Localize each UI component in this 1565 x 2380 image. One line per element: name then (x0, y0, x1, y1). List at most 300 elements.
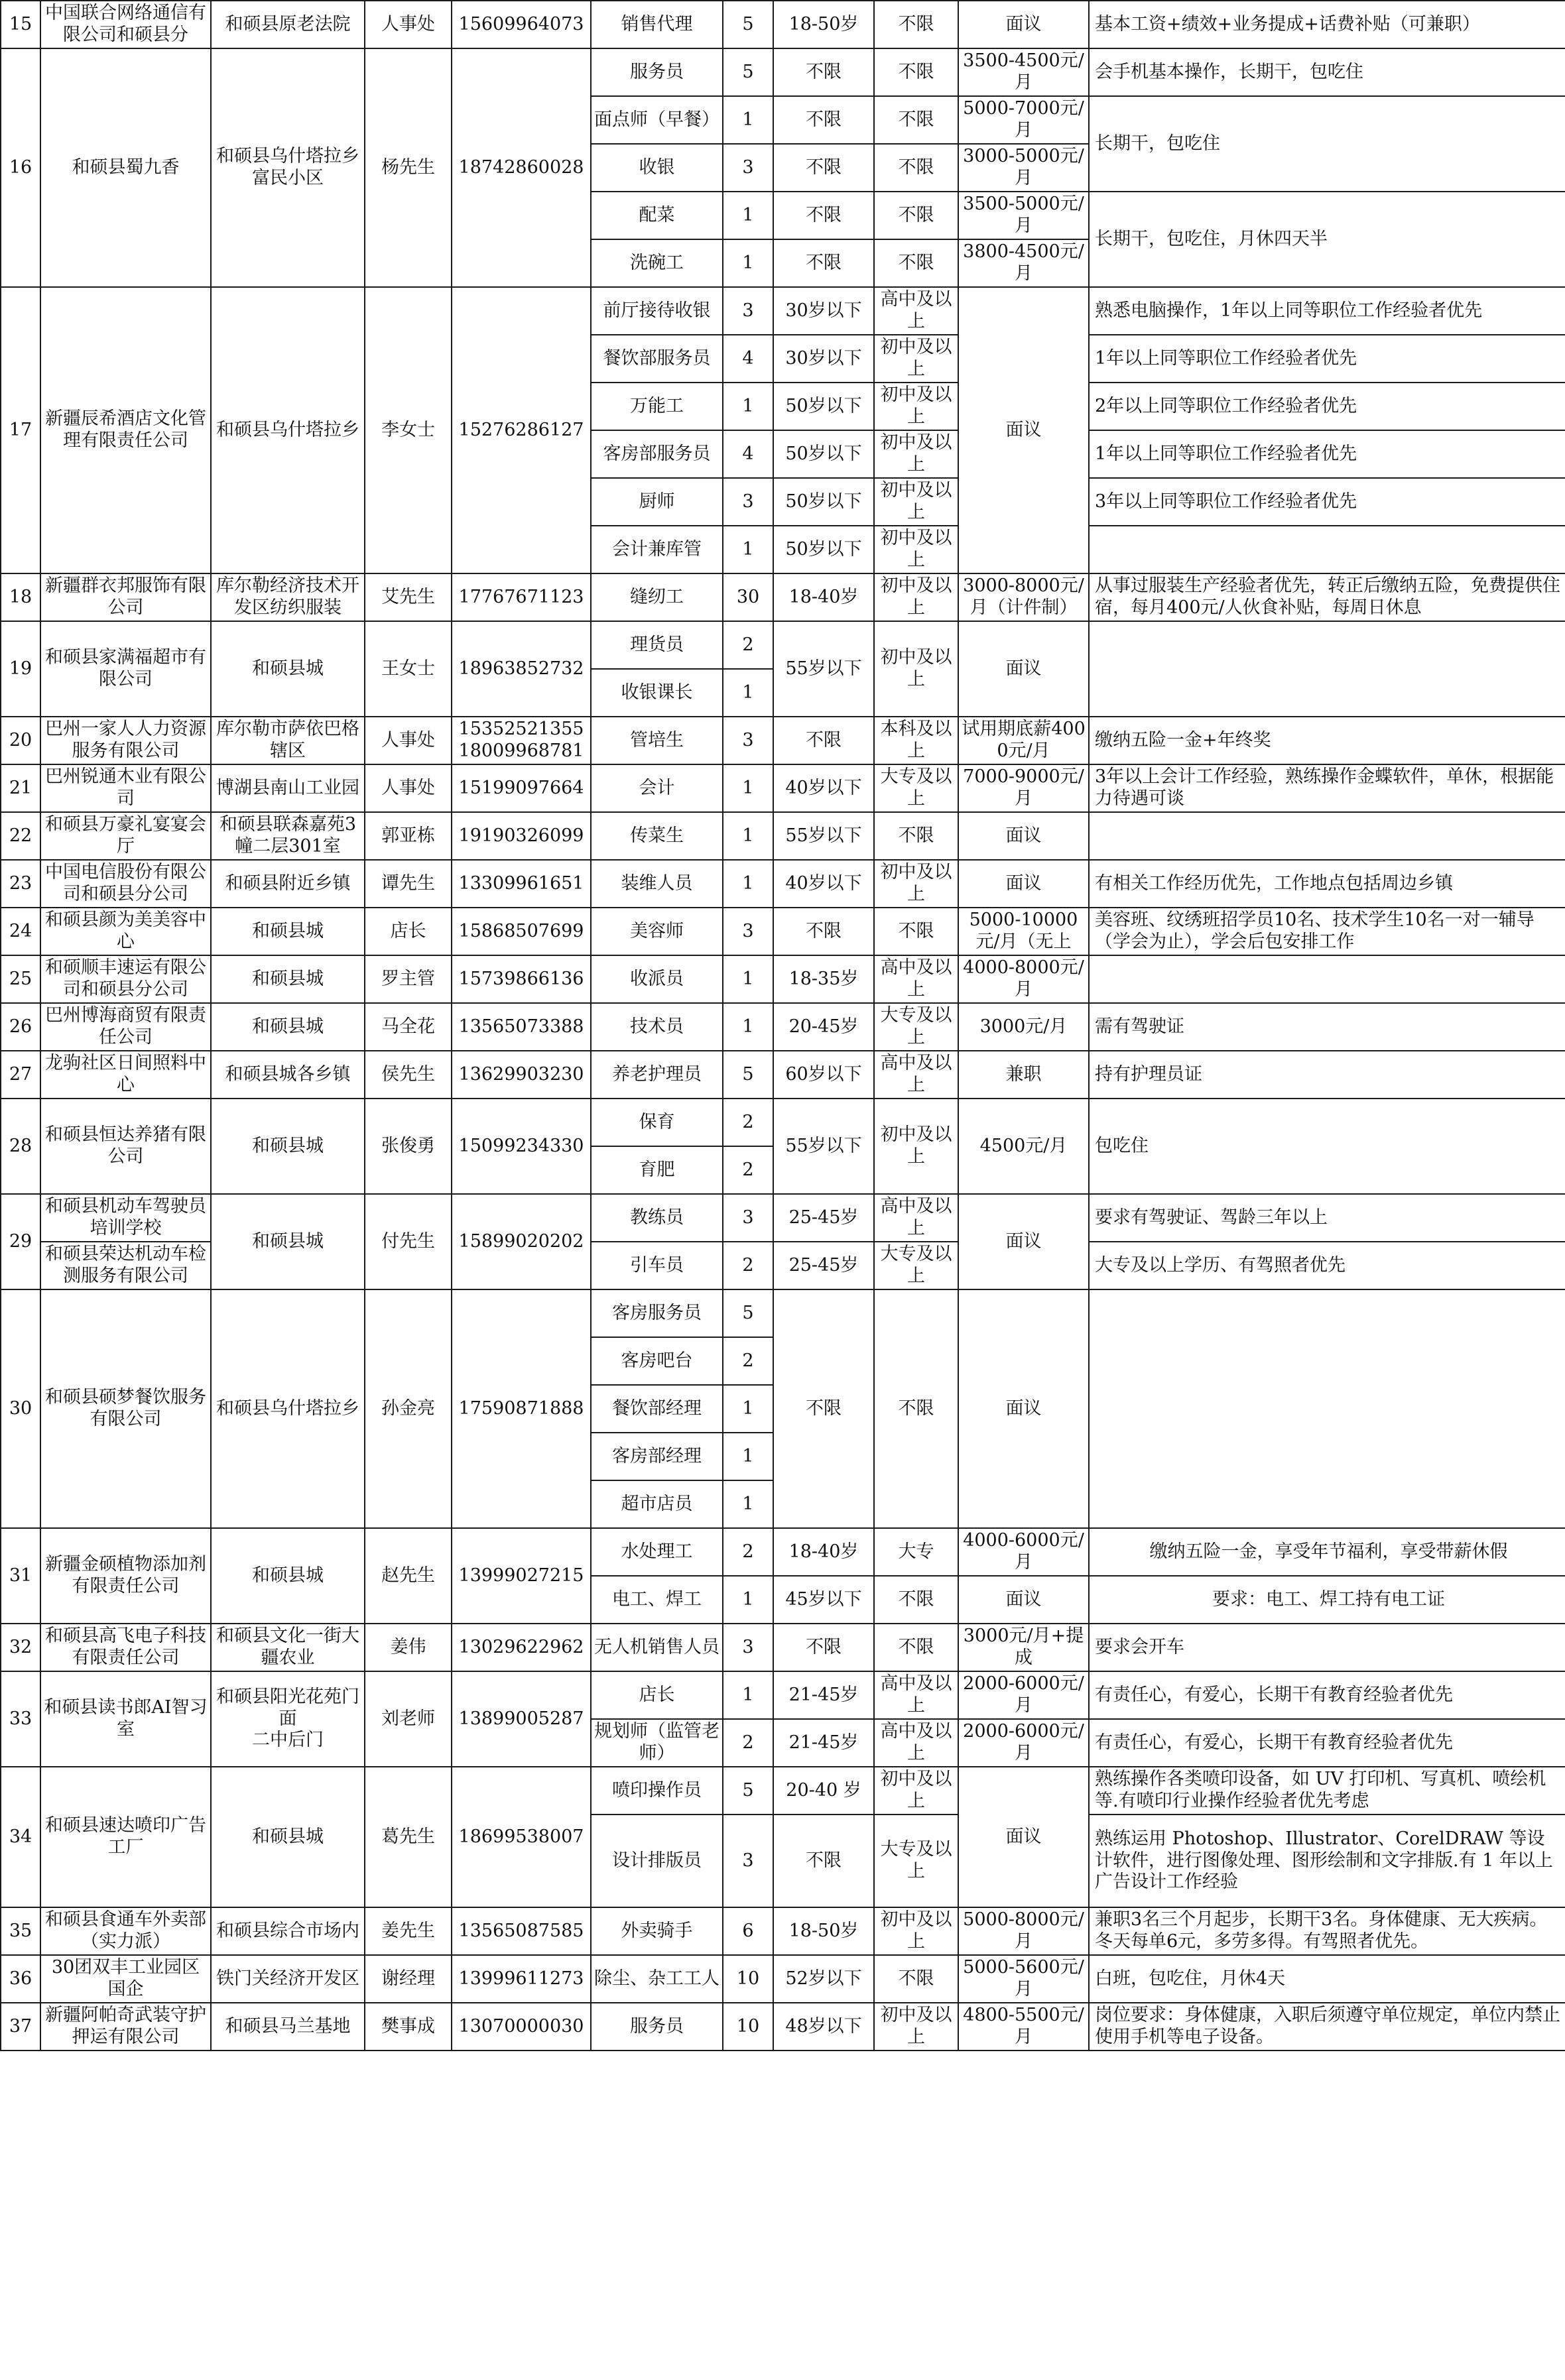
contact-person: 罗主管 (365, 955, 452, 1003)
row-number: 37 (1, 2003, 40, 2051)
row-number: 19 (1, 621, 40, 717)
job-title: 育肥 (591, 1146, 723, 1194)
job-requirements: 基本工资+绩效+业务提成+话费补贴（可兼职） (1089, 1, 1565, 48)
job-count: 2 (723, 1242, 773, 1289)
row-number: 35 (1, 1907, 40, 1955)
job-requirements: 缴纳五险一金+年终奖 (1089, 717, 1565, 764)
table-row (1, 860, 1565, 908)
row-number: 29 (1, 1194, 40, 1289)
age-requirement: 不限 (773, 192, 874, 239)
job-title: 除尘、杂工工人 (591, 1955, 723, 2003)
company-name: 和硕县硕梦餐饮服务有限公司 (40, 1289, 211, 1528)
job-count: 3 (723, 1624, 773, 1671)
company-address: 和硕县原老法院 (211, 1, 365, 48)
contact-person: 付先生 (365, 1194, 452, 1289)
salary: 3000-5000元/月 (958, 144, 1089, 192)
contact-person: 刘老师 (365, 1671, 452, 1767)
job-title: 设计排版员 (591, 1815, 723, 1907)
company-address: 和硕县城 (211, 1767, 365, 1907)
job-title: 前厅接待收银 (591, 287, 723, 335)
salary: 2000-6000元/月 (958, 1671, 1089, 1719)
education-requirement: 初中及以上 (874, 1767, 958, 1815)
job-requirements: 2年以上同等职位工作经验者优先 (1089, 383, 1565, 430)
contact-phone: 15199097664 (452, 764, 591, 812)
age-requirement: 18-50岁 (773, 1907, 874, 1955)
job-requirements: 大专及以上学历、有驾照者优先 (1089, 1242, 1565, 1289)
job-count: 1 (723, 1576, 773, 1624)
job-count: 3 (723, 908, 773, 955)
job-requirements (1089, 812, 1565, 860)
company-name: 巴州锐通木业有限公司 (40, 764, 211, 812)
salary: 面议 (958, 812, 1089, 860)
job-title: 万能工 (591, 383, 723, 430)
contact-phone: 13565073388 (452, 1003, 591, 1051)
contact-phone: 19190326099 (452, 812, 591, 860)
company-address: 和硕县综合市场内 (211, 1907, 365, 1955)
salary: 面议 (958, 860, 1089, 908)
company-address: 博湖县南山工业园 (211, 764, 365, 812)
table-row (1, 1099, 1565, 1146)
education-requirement: 初中及以上 (874, 383, 958, 430)
table-row (1, 1907, 1565, 1955)
age-requirement: 30岁以下 (773, 287, 874, 335)
job-count: 1 (723, 192, 773, 239)
job-title: 养老护理员 (591, 1051, 723, 1099)
job-count: 5 (723, 1767, 773, 1815)
education-requirement: 高中及以上 (874, 1719, 958, 1767)
education-requirement: 初中及以上 (874, 526, 958, 573)
job-count: 1 (723, 526, 773, 573)
row-number: 22 (1, 812, 40, 860)
job-count: 1 (723, 1480, 773, 1528)
job-requirements (1089, 621, 1565, 717)
job-requirements: 包吃住 (1089, 1099, 1565, 1194)
salary: 3500-5000元/月 (958, 192, 1089, 239)
education-requirement: 高中及以上 (874, 1194, 958, 1242)
education-requirement: 不限 (874, 144, 958, 192)
job-requirements: 会手机基本操作，长期干，包吃住 (1089, 48, 1565, 96)
age-requirement: 不限 (773, 48, 874, 96)
job-count: 10 (723, 2003, 773, 2051)
company-name: 和硕县读书郎AI智习室 (40, 1671, 211, 1767)
education-requirement: 不限 (874, 908, 958, 955)
job-requirements: 有责任心，有爱心，长期干有教育经验者优先 (1089, 1719, 1565, 1767)
company-address: 和硕县城 (211, 908, 365, 955)
company-name-secondary: 和硕县荣达机动车检测服务有限公司 (40, 1242, 211, 1289)
education-requirement: 不限 (874, 192, 958, 239)
job-requirements: 兼职3名三个月起步，长期干3名。身体健康、无大疾病。冬天每单6元，多劳多得。有驾照者优先。 (1089, 1907, 1565, 1955)
job-title: 装维人员 (591, 860, 723, 908)
job-requirements: 有相关工作经历优先，工作地点包括周边乡镇 (1089, 860, 1565, 908)
education-requirement: 高中及以上 (874, 1671, 958, 1719)
table-row (1, 717, 1565, 764)
company-name: 巴州一家人人力资源服务有限公司 (40, 717, 211, 764)
row-number: 30 (1, 1289, 40, 1528)
job-title: 引车员 (591, 1242, 723, 1289)
job-requirements: 熟练操作各类喷印设备，如 UV 打印机、写真机、喷绘机等.有喷印行业操作经验者优先考虑 (1089, 1767, 1565, 1815)
age-requirement: 45岁以下 (773, 1576, 874, 1624)
row-number: 20 (1, 717, 40, 764)
contact-phone: 13070000030 (452, 2003, 591, 2051)
contact-person: 人事处 (365, 1, 452, 48)
row-number: 36 (1, 1955, 40, 2003)
table-row (1, 1003, 1565, 1051)
job-requirements: 熟练运用 Photoshop、Illustrator、CorelDRAW 等设计软件，进行图像处理、图形绘制和文字排版.有 1 年以上广告设计工作经验 (1089, 1815, 1565, 1907)
education-requirement: 不限 (874, 1289, 958, 1528)
row-number: 16 (1, 48, 40, 287)
job-title: 会计 (591, 764, 723, 812)
job-count: 5 (723, 1, 773, 48)
job-requirements: 有责任心，有爱心，长期干有教育经验者优先 (1089, 1671, 1565, 1719)
job-count: 1 (723, 669, 773, 717)
contact-person: 张俊勇 (365, 1099, 452, 1194)
education-requirement: 初中及以上 (874, 2003, 958, 2051)
education-requirement: 高中及以上 (874, 287, 958, 335)
job-requirements: 1年以上同等职位工作经验者优先 (1089, 335, 1565, 383)
company-name: 中国联合网络通信有限公司和硕县分 (40, 1, 211, 48)
education-requirement: 高中及以上 (874, 955, 958, 1003)
contact-phone: 15868507699 (452, 908, 591, 955)
education-requirement: 不限 (874, 1, 958, 48)
job-listings-body (1, 1, 1565, 2051)
contact-person: 谭先生 (365, 860, 452, 908)
company-address: 和硕县城 (211, 1003, 365, 1051)
job-count: 6 (723, 1907, 773, 1955)
table-row (1, 573, 1565, 621)
job-count: 3 (723, 478, 773, 526)
job-count: 5 (723, 48, 773, 96)
row-number: 34 (1, 1767, 40, 1907)
education-requirement: 大专及以上 (874, 1003, 958, 1051)
job-title: 洗碗工 (591, 239, 723, 287)
row-number: 23 (1, 860, 40, 908)
salary: 3800-4500元/月 (958, 239, 1089, 287)
age-requirement: 50岁以下 (773, 430, 874, 478)
education-requirement: 初中及以上 (874, 1907, 958, 1955)
job-requirements: 岗位要求：身体健康，入职后须遵守单位规定，单位内禁止使用手机等电子设备。 (1089, 2003, 1565, 2051)
job-title: 客房吧台 (591, 1337, 723, 1385)
job-count: 2 (723, 1337, 773, 1385)
company-name: 和硕县食通车外卖部（实力派） (40, 1907, 211, 1955)
job-requirements (1089, 1289, 1565, 1528)
row-number: 21 (1, 764, 40, 812)
age-requirement: 不限 (773, 239, 874, 287)
table-row (1, 1671, 1565, 1719)
age-requirement: 不限 (773, 1815, 874, 1907)
salary: 2000-6000元/月 (958, 1719, 1089, 1767)
company-address: 和硕县附近乡镇 (211, 860, 365, 908)
job-title: 保育 (591, 1099, 723, 1146)
education-requirement: 初中及以上 (874, 430, 958, 478)
age-requirement: 不限 (773, 717, 874, 764)
row-number: 32 (1, 1624, 40, 1671)
company-address: 和硕县乌什塔拉乡富民小区 (211, 48, 365, 287)
salary: 3000元/月 (958, 1003, 1089, 1051)
salary: 面议 (958, 621, 1089, 717)
age-requirement: 55岁以下 (773, 621, 874, 717)
row-number: 24 (1, 908, 40, 955)
contact-phone: 13565087585 (452, 1907, 591, 1955)
salary: 3500-4500元/月 (958, 48, 1089, 96)
table-row (1, 1289, 1565, 1337)
job-title: 规划师（监管老师） (591, 1719, 723, 1767)
contact-person: 赵先生 (365, 1528, 452, 1624)
row-number: 28 (1, 1099, 40, 1194)
job-title: 无人机销售人员 (591, 1624, 723, 1671)
row-number: 18 (1, 573, 40, 621)
company-name: 新疆辰希酒店文化管理有限责任公司 (40, 287, 211, 573)
education-requirement: 大专及以上 (874, 764, 958, 812)
job-title: 缝纫工 (591, 573, 723, 621)
education-requirement: 初中及以上 (874, 335, 958, 383)
salary: 5000-10000元/月（无上 (958, 908, 1089, 955)
company-name: 和硕县万豪礼宴宴会厅 (40, 812, 211, 860)
education-requirement: 大专及以上 (874, 1242, 958, 1289)
table-row (1, 1528, 1565, 1576)
job-count: 4 (723, 335, 773, 383)
salary: 4500元/月 (958, 1099, 1089, 1194)
job-count: 1 (723, 764, 773, 812)
job-title: 客房部经理 (591, 1433, 723, 1480)
company-address: 和硕县城 (211, 621, 365, 717)
salary: 面议 (958, 1576, 1089, 1624)
age-requirement: 40岁以下 (773, 860, 874, 908)
salary: 7000-9000元/月 (958, 764, 1089, 812)
salary: 5000-8000元/月 (958, 1907, 1089, 1955)
company-address: 和硕县城 (211, 1194, 365, 1289)
contact-phone: 17767671123 (452, 573, 591, 621)
salary: 5000-5600元/月 (958, 1955, 1089, 2003)
contact-person: 人事处 (365, 717, 452, 764)
company-name: 中国电信股份有限公司和硕县分公司 (40, 860, 211, 908)
age-requirement: 不限 (773, 1624, 874, 1671)
company-address: 和硕县马兰基地 (211, 2003, 365, 2051)
company-address: 库尔勒经济技术开发区纺织服装 (211, 573, 365, 621)
table-row (1, 955, 1565, 1003)
age-requirement: 21-45岁 (773, 1719, 874, 1767)
company-name: 和硕县速达喷印广告工厂 (40, 1767, 211, 1907)
company-name: 和硕县高飞电子科技有限责任公司 (40, 1624, 211, 1671)
education-requirement: 不限 (874, 48, 958, 96)
education-requirement: 不限 (874, 1624, 958, 1671)
contact-phone: 15739866136 (452, 955, 591, 1003)
company-name: 和硕县家满福超市有限公司 (40, 621, 211, 717)
job-title: 水处理工 (591, 1528, 723, 1576)
job-count: 1 (723, 1003, 773, 1051)
contact-phone: 15899020202 (452, 1194, 591, 1289)
job-title: 外卖骑手 (591, 1907, 723, 1955)
salary: 面议 (958, 1, 1089, 48)
job-title: 厨师 (591, 478, 723, 526)
row-number: 17 (1, 287, 40, 573)
job-title: 服务员 (591, 48, 723, 96)
table-row (1, 908, 1565, 955)
education-requirement: 不限 (874, 96, 958, 144)
age-requirement: 55岁以下 (773, 812, 874, 860)
job-count: 3 (723, 1194, 773, 1242)
contact-person: 姜先生 (365, 1907, 452, 1955)
education-requirement: 大专及以上 (874, 1815, 958, 1907)
age-requirement: 25-45岁 (773, 1242, 874, 1289)
contact-person: 店长 (365, 908, 452, 955)
education-requirement: 本科及以上 (874, 717, 958, 764)
job-title: 客房服务员 (591, 1289, 723, 1337)
salary: 4800-5500元/月 (958, 2003, 1089, 2051)
table-row (1, 764, 1565, 812)
job-count: 10 (723, 1955, 773, 2003)
age-requirement: 不限 (773, 96, 874, 144)
salary: 面议 (958, 287, 1089, 573)
contact-person: 艾先生 (365, 573, 452, 621)
salary: 面议 (958, 1767, 1089, 1907)
education-requirement: 初中及以上 (874, 860, 958, 908)
age-requirement: 18-50岁 (773, 1, 874, 48)
job-title: 技术员 (591, 1003, 723, 1051)
age-requirement: 21-45岁 (773, 1671, 874, 1719)
education-requirement: 初中及以上 (874, 1099, 958, 1194)
job-count: 1 (723, 96, 773, 144)
company-address: 和硕县文化一街大疆农业 (211, 1624, 365, 1671)
job-title: 超市店员 (591, 1480, 723, 1528)
job-requirements: 1年以上同等职位工作经验者优先 (1089, 430, 1565, 478)
job-count: 1 (723, 383, 773, 430)
contact-phone: 13999027215 (452, 1528, 591, 1624)
job-title: 服务员 (591, 2003, 723, 2051)
job-title: 理货员 (591, 621, 723, 669)
job-count: 2 (723, 621, 773, 669)
job-title: 会计兼库管 (591, 526, 723, 573)
table-row (1, 621, 1565, 669)
table-row (1, 812, 1565, 860)
job-title: 传菜生 (591, 812, 723, 860)
job-count: 1 (723, 239, 773, 287)
job-count: 1 (723, 1385, 773, 1433)
job-requirements: 要求有驾驶证、驾龄三年以上 (1089, 1194, 1565, 1242)
education-requirement: 不限 (874, 812, 958, 860)
contact-phone: 18742860028 (452, 48, 591, 287)
job-title: 餐饮部服务员 (591, 335, 723, 383)
age-requirement: 20-45岁 (773, 1003, 874, 1051)
job-count: 2 (723, 1146, 773, 1194)
job-title: 管培生 (591, 717, 723, 764)
age-requirement: 不限 (773, 144, 874, 192)
education-requirement: 大专 (874, 1528, 958, 1576)
job-requirements: 白班，包吃住，月休4天 (1089, 1955, 1565, 2003)
contact-phone: 15276286127 (452, 287, 591, 573)
job-count: 1 (723, 1671, 773, 1719)
job-requirements (1089, 526, 1565, 573)
company-name: 新疆阿帕奇武装守护押运有限公司 (40, 2003, 211, 2051)
job-title: 收派员 (591, 955, 723, 1003)
job-title: 餐饮部经理 (591, 1385, 723, 1433)
age-requirement: 30岁以下 (773, 335, 874, 383)
job-requirements: 要求：电工、焊工持有电工证 (1089, 1576, 1565, 1624)
contact-phone: 18699538007 (452, 1767, 591, 1907)
company-address: 和硕县乌什塔拉乡 (211, 287, 365, 573)
education-requirement: 初中及以上 (874, 478, 958, 526)
row-number: 27 (1, 1051, 40, 1099)
age-requirement: 18-40岁 (773, 1528, 874, 1576)
age-requirement: 18-35岁 (773, 955, 874, 1003)
job-requirements: 长期干，包吃住 (1089, 96, 1565, 192)
job-requirements: 3年以上同等职位工作经验者优先 (1089, 478, 1565, 526)
contact-person: 樊事成 (365, 2003, 452, 2051)
company-address: 和硕县联森嘉苑3幢二层301室 (211, 812, 365, 860)
age-requirement: 25-45岁 (773, 1194, 874, 1242)
contact-phone: 13029622962 (452, 1624, 591, 1671)
company-name: 和硕县颜为美美容中心 (40, 908, 211, 955)
contact-person: 王女士 (365, 621, 452, 717)
salary: 试用期底薪4000元/月 (958, 717, 1089, 764)
age-requirement: 40岁以下 (773, 764, 874, 812)
company-name: 和硕县蜀九香 (40, 48, 211, 287)
age-requirement: 50岁以下 (773, 526, 874, 573)
company-name: 新疆群衣邦服饰有限公司 (40, 573, 211, 621)
age-requirement: 48岁以下 (773, 2003, 874, 2051)
job-requirements: 长期干，包吃住，月休四天半 (1089, 192, 1565, 287)
education-requirement: 初中及以上 (874, 573, 958, 621)
salary: 兼职 (958, 1051, 1089, 1099)
education-requirement: 高中及以上 (874, 1051, 958, 1099)
education-requirement: 不限 (874, 1576, 958, 1624)
job-requirements: 需有驾驶证 (1089, 1003, 1565, 1051)
job-count: 5 (723, 1289, 773, 1337)
company-address: 库尔勒市萨依巴格辖区 (211, 717, 365, 764)
company-address: 和硕县阳光花苑门面 二中后门 (211, 1671, 365, 1767)
job-requirements: 美容班、纹绣班招学员10名、技术学生10名一对一辅导（学会为止），学会后包安排工作 (1089, 908, 1565, 955)
company-address: 和硕县城 (211, 1528, 365, 1624)
job-count: 2 (723, 1719, 773, 1767)
company-name: 龙驹社区日间照料中心 (40, 1051, 211, 1099)
job-title: 收银课长 (591, 669, 723, 717)
age-requirement: 18-40岁 (773, 573, 874, 621)
row-number: 25 (1, 955, 40, 1003)
contact-phone: 13999611273 (452, 1955, 591, 2003)
contact-phone: 15609964073 (452, 1, 591, 48)
contact-person: 人事处 (365, 764, 452, 812)
salary: 4000-6000元/月 (958, 1528, 1089, 1576)
job-title: 美容师 (591, 908, 723, 955)
age-requirement: 60岁以下 (773, 1051, 874, 1099)
education-requirement: 不限 (874, 1955, 958, 2003)
job-title: 面点师（早餐） (591, 96, 723, 144)
row-number: 31 (1, 1528, 40, 1624)
job-title: 客房部服务员 (591, 430, 723, 478)
job-count: 5 (723, 1051, 773, 1099)
education-requirement: 不限 (874, 239, 958, 287)
job-count: 1 (723, 1433, 773, 1480)
job-count: 2 (723, 1528, 773, 1576)
salary: 3000-8000元/月（计件制） (958, 573, 1089, 621)
job-count: 2 (723, 1099, 773, 1146)
contact-phone: 13629903230 (452, 1051, 591, 1099)
table-row (1, 48, 1565, 96)
job-count: 3 (723, 144, 773, 192)
job-title: 教练员 (591, 1194, 723, 1242)
job-title: 喷印操作员 (591, 1767, 723, 1815)
contact-person: 马全花 (365, 1003, 452, 1051)
contact-phone: 18963852732 (452, 621, 591, 717)
contact-phone: 13899005287 (452, 1671, 591, 1767)
company-address: 和硕县乌什塔拉乡 (211, 1289, 365, 1528)
job-title: 配菜 (591, 192, 723, 239)
company-address: 和硕县城 (211, 1099, 365, 1194)
job-title: 店长 (591, 1671, 723, 1719)
job-count: 1 (723, 955, 773, 1003)
row-number: 33 (1, 1671, 40, 1767)
company-name: 和硕县恒达养猪有限公司 (40, 1099, 211, 1194)
company-name: 30团双丰工业园区国企 (40, 1955, 211, 2003)
